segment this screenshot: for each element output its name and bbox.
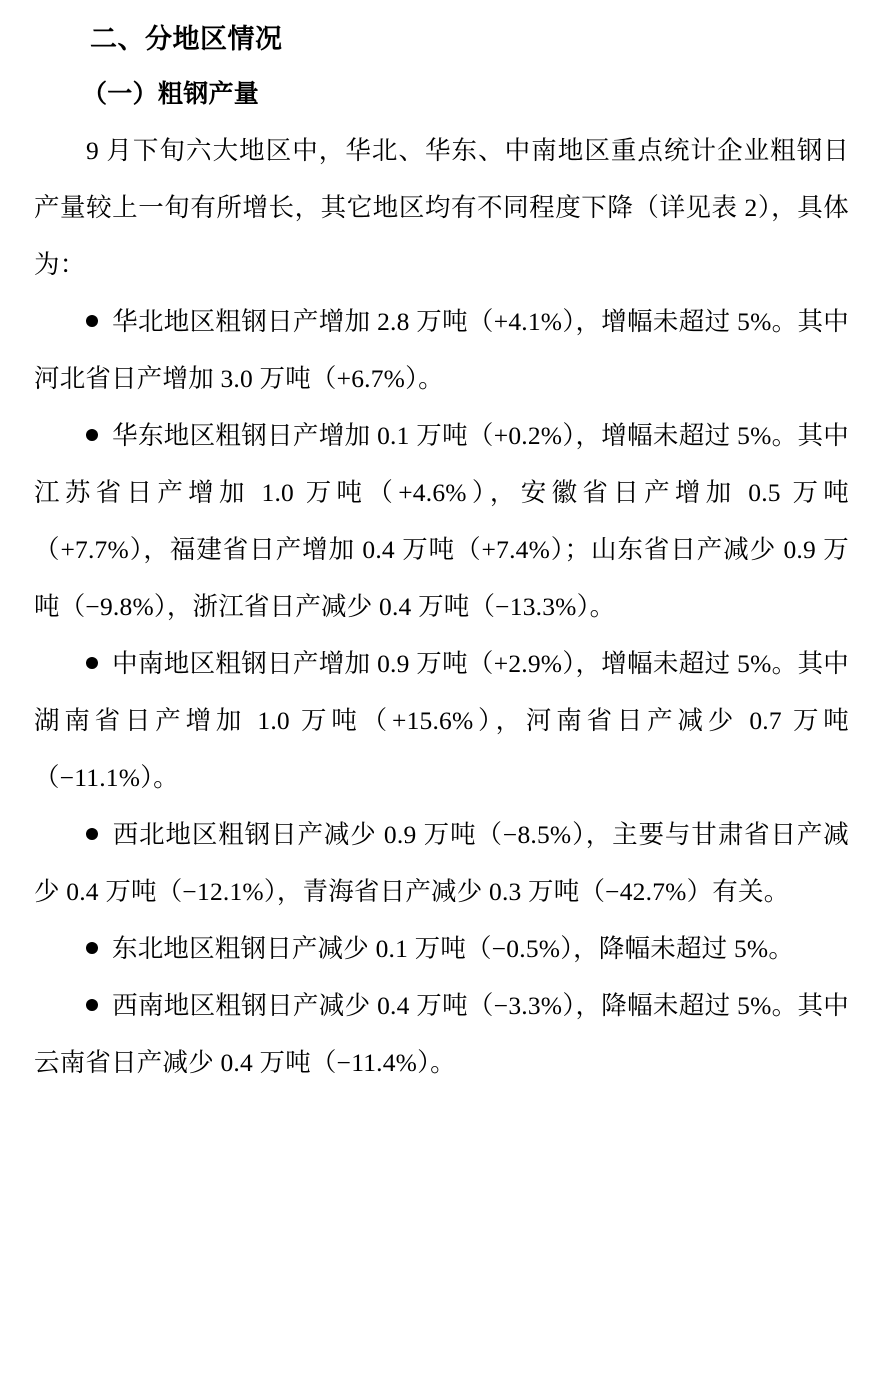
bullet-text: 中南地区粗钢日产增加 0.9 万吨（+2.9%），增幅未超过 5%。其中湖南省日产增加 1.0 万吨（+15.6%），河南省日产减少 0.7 万吨（−11.1%）。 [34,649,849,792]
intro-paragraph: 9 月下旬六大地区中，华北、华东、中南地区重点统计企业粗钢日产量较上一旬有所增长，其它地区均有不同程度下降（详见表 2），具体为： [34,136,849,279]
bullet-dot-icon [86,942,98,954]
bullet-item-2 [34,407,849,635]
bullet-text: 华北地区粗钢日产增加 2.8 万吨（+4.1%），增幅未超过 5%。其中河北省日产增加 3.0 万吨（+6.7%）。 [34,307,849,393]
bullet-item-6 [34,977,849,1091]
bullet-dot-icon [86,999,98,1011]
bullet-dot-icon [86,657,98,669]
bullet-text: 华东地区粗钢日产增加 0.1 万吨（+0.2%），增幅未超过 5%。其中江苏省日产增加 1.0 万吨（+4.6%），安徽省日产增加 0.5 万吨（+7.7%），福建省日产增加 0.4 万吨（+7.4%）；山东省日产减少 0.9 万吨（−9.8%），浙江省日产减少 0.4 万吨（−13.3%）。 [34,421,849,621]
bullet-dot-icon [86,828,98,840]
bullet-item-5 [34,920,849,977]
section-heading: 二、分地区情况 [90,24,283,55]
bullet-text: 西南地区粗钢日产减少 0.4 万吨（−3.3%），降幅未超过 5%。其中云南省日产减少 0.4 万吨（−11.4%）。 [34,991,849,1077]
bullet-item-3 [34,635,849,806]
subsection-heading: （一）粗钢产量 [82,78,260,108]
bullet-item-1 [34,293,849,407]
bullet-dot-icon [86,315,98,327]
bullet-item-4 [34,806,849,920]
bullet-dot-icon [86,429,98,441]
bullet-text: 西北地区粗钢日产减少 0.9 万吨（−8.5%），主要与甘肃省日产减少 0.4 万吨（−12.1%），青海省日产减少 0.3 万吨（−42.7%）有关。 [34,820,849,906]
bullet-text: 东北地区粗钢日产减少 0.1 万吨（−0.5%），降幅未超过 5%。 [112,934,795,963]
